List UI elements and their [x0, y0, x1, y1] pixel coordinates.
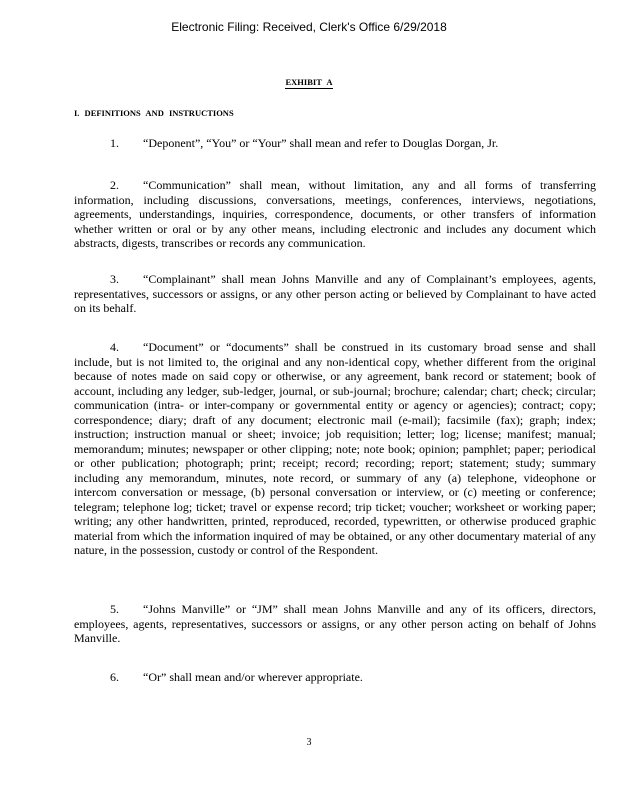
- definition-paragraph-4: 4. “Document” or “documents” shall be construed in its customary broad sense and shall include, but is not limited to, the original and any non-identical copy, whether different from the original because of notes made on said copy or otherwise, or any agreement, bank record or statement; book of account, including any ledger, sub-ledger, journal, or sub-journal; brochure; calendar; chart; check; circular; communication (intra- or inter-company or governmental entity or agency or agencies); contract; copy; correspondence; diary; draft of any document; electronic mail (e-mail); facsimile (fax); graph; index; instruction; instruction manual or sheet; invoice; job requisition; letter; log; license; manifest; manual; memorandum; minutes; newspaper or other clipping; note; note book; opinion; pamphlet; paper; periodical or other publication; photograph; print; receipt; record; recording; report; statement; study; summary including any memorandum, minutes, note record, or summary of any (a) telephone, videophone or intercom conversation or message, (b) personal conversation or interview, or (c) meeting or conference; telegram; telephone log; ticket; travel or expense record; trip ticket; voucher; worksheet or working paper; writing; any other handwritten, printed, reproduced, recorded, typewritten, or otherwise produced graphic material from which the information inquired of may be obtained, or any other documentary material of any nature, in the possession, custody or control of the Respondent.: [74, 340, 596, 557]
- definition-paragraph-3: 3. “Complainant” shall mean Johns Manville and any of Complainant’s employees, agents, representatives, successors or assigns, or any other person acting or believed by Complainant to have acted on its behalf.: [74, 272, 596, 315]
- definition-paragraph-2: 2. “Communication” shall mean, without limitation, any and all forms of transferring information, including discussions, conversations, meetings, conferences, interviews, negotiations, agreements, understandings, inquiries, correspondence, documents, or other transfers of information whether written or oral or by any other means, including electronic and includes any document which abstracts, digests, transcribes or records any communication.: [74, 178, 596, 250]
- section-heading: I. DEFINITIONS AND INSTRUCTIONS: [74, 108, 234, 118]
- exhibit-title-text: EXHIBIT A: [285, 77, 333, 87]
- page-number: 3: [306, 737, 312, 748]
- filing-stamp: Electronic Filing: Received, Clerk's Office 6/29/2018: [171, 20, 447, 34]
- definition-paragraph-1: 1. “Deponent”, “You” or “Your” shall mean and refer to Douglas Dorgan, Jr.: [110, 136, 499, 150]
- definition-paragraph-5: 5. “Johns Manville” or “JM” shall mean Johns Manville and any of its officers, directors, employees, agents, representatives, successors or assigns, or any other person acting on behalf of Johns Manville.: [74, 602, 596, 645]
- definition-paragraph-6: 6. “Or” shall mean and/or wherever appropriate.: [110, 670, 363, 684]
- exhibit-title: [0, 77, 618, 87]
